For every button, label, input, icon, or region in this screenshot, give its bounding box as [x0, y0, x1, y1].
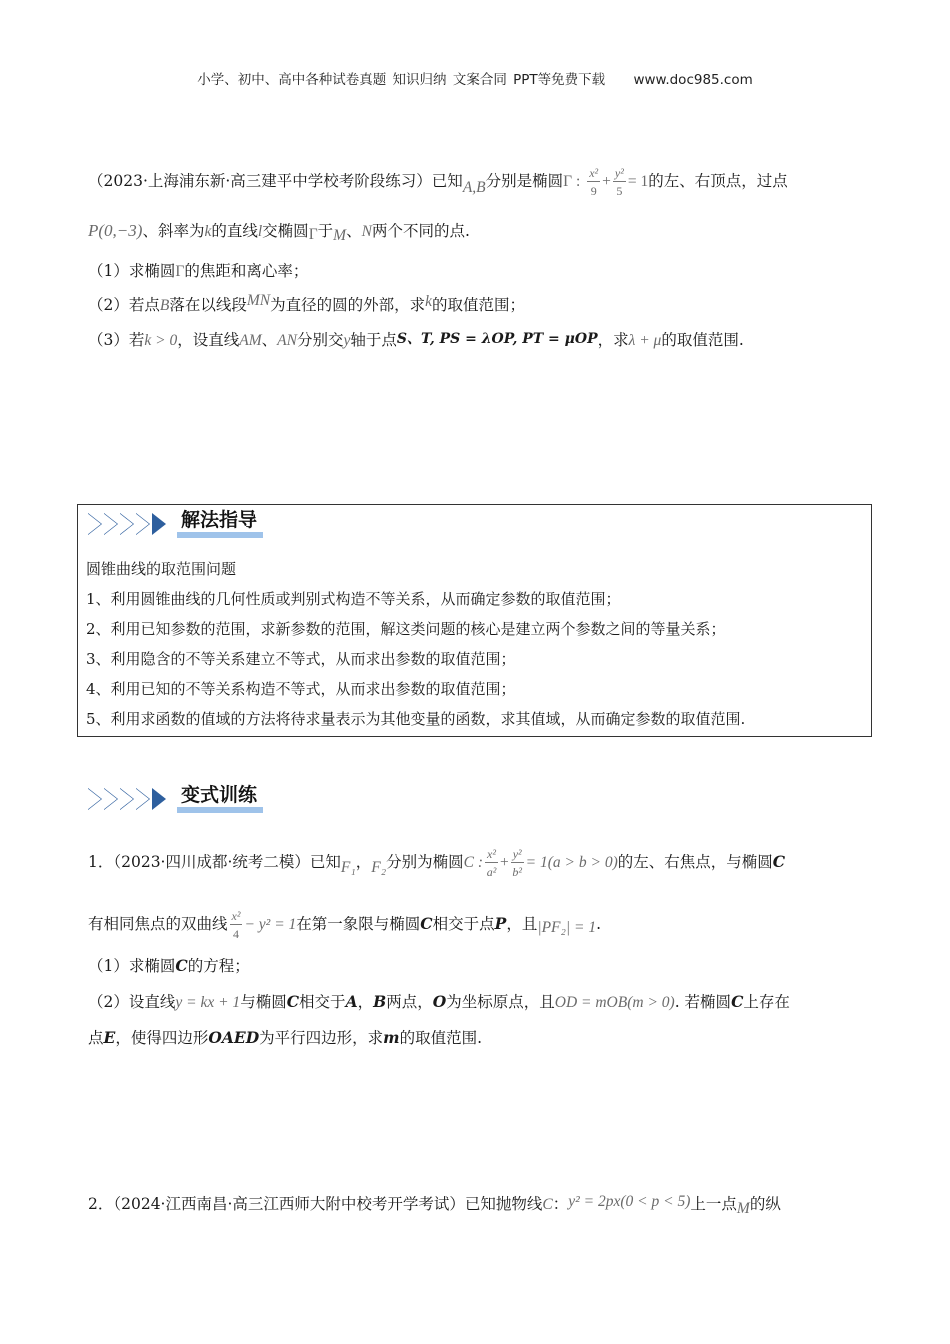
math-plus: +: [602, 173, 611, 190]
text: 为坐标原点，且: [446, 993, 555, 1011]
text: 的取值范围.: [661, 331, 744, 349]
guide-title: 解法指导: [177, 510, 263, 538]
text: 分别为椭圆: [386, 853, 464, 871]
text: 为直径的圆的外部，求: [270, 296, 426, 314]
frac-num: y²: [614, 166, 624, 180]
text: ，使得四边形: [115, 1029, 209, 1047]
math-c-bold: C: [286, 992, 300, 1011]
math-c-bold: C: [420, 914, 433, 933]
frac-den: 4: [232, 927, 239, 941]
math-oaed-bold: OAED: [208, 1028, 260, 1047]
math-k: k: [204, 223, 212, 240]
text: 点: [88, 1029, 104, 1047]
text: 、: [261, 331, 278, 349]
practice-1-question-1: [88, 954, 862, 978]
math-k: k: [425, 293, 433, 310]
text: .: [596, 915, 602, 933]
question-2: [88, 293, 862, 318]
text: 的左、右顶点，过点: [648, 172, 788, 190]
math-f2: F₂: [371, 859, 387, 876]
text: 有相同焦点的双曲线: [88, 915, 228, 933]
math-c-bold: C: [731, 992, 744, 1011]
fraction-y2-b2: [511, 848, 524, 878]
math-c-bold: C: [772, 852, 786, 871]
math-e-bold: E: [103, 1028, 116, 1047]
text: 落在以线段: [169, 296, 247, 314]
math-od: OD = mOB(m > 0): [554, 994, 675, 1011]
text: 交椭圆: [262, 222, 309, 240]
math-parabola: y² = 2px(0 < p < 5): [568, 1193, 691, 1210]
practice-1-question-2: [88, 990, 862, 1015]
math-hyperbola: − y² = 1: [244, 916, 297, 933]
text: 的取值范围；: [432, 296, 526, 314]
practice-banner: [88, 782, 263, 816]
problem-line-2: [88, 219, 862, 244]
math-o-bold: O: [432, 992, 447, 1011]
math-m: M: [736, 1200, 750, 1217]
math-line: y = kx + 1: [175, 994, 241, 1011]
text: 轴于点: [350, 331, 397, 349]
text: 的纵: [749, 1195, 781, 1213]
text: （2）设直线: [88, 993, 176, 1011]
math-mn: MN: [246, 292, 271, 309]
frac-num: x²: [231, 909, 241, 923]
text: 分别是椭圆: [485, 172, 564, 190]
math-vectors: S、T, PS = λOP, PT = μOP: [396, 331, 598, 347]
text: 的左、右焦点，与椭圆: [617, 853, 773, 871]
text: 的直线: [211, 222, 258, 240]
math-ab: A,B: [462, 179, 486, 196]
text: 的取值范围.: [399, 1029, 483, 1047]
text: （1）求椭圆: [88, 262, 176, 280]
math-point-p: P(0,−3): [88, 221, 143, 240]
practice-1-question-2-cont: [88, 1026, 862, 1050]
math-l: l: [257, 223, 263, 240]
practice-2-line-1: [88, 1192, 862, 1217]
text: （3）若: [88, 331, 145, 349]
math-eq: = 1: [627, 173, 649, 190]
text: ，求: [597, 331, 629, 349]
fraction-x2-9: [587, 167, 600, 197]
header-url[interactable]: www.doc985.com: [633, 72, 753, 88]
page-header: [0, 68, 950, 88]
math-gamma: Γ: [308, 226, 318, 243]
math-c-bold: C: [175, 956, 188, 975]
text: 相交于: [299, 993, 346, 1011]
math-m: M: [333, 227, 347, 244]
chevrons-icon: [88, 788, 163, 810]
math-condition: = 1(a > b > 0): [525, 854, 618, 871]
frac-num: x²: [487, 847, 496, 861]
practice-1-line-1: [88, 848, 862, 878]
text: ，且: [506, 915, 538, 933]
text: ，: [355, 853, 372, 871]
problem-source: （2023·上海浦东新·高三建平中学校考阶段练习）已知: [88, 172, 463, 190]
text: （2）若点: [88, 296, 160, 314]
chevrons-icon: [88, 513, 163, 535]
guide-banner: [88, 507, 263, 541]
text: 的方程；: [187, 957, 250, 975]
text: ，: [357, 993, 374, 1011]
text: 上存在: [743, 993, 790, 1011]
math-b-bold: B: [373, 992, 387, 1011]
frac-den: 5: [616, 184, 623, 198]
question-1: [88, 259, 862, 284]
text: 2．（2024·江西南昌·高三江西师大附中校考开学考试）已知抛物线: [88, 1195, 543, 1213]
fraction-y2-5: [613, 167, 626, 197]
math-a-bold: A: [345, 992, 358, 1011]
guide-line: 圆锥曲线的取范围问题: [86, 560, 237, 578]
text: 、: [346, 222, 362, 240]
practice-title: 变式训练: [177, 785, 263, 813]
math-c: C :: [463, 854, 484, 871]
text: . 若椭圆: [674, 993, 732, 1011]
math-f1: F₁: [340, 859, 356, 876]
guide-line: 1、利用圆锥曲线的几何性质或判别式构造不等关系，从而确定参数的取值范围；: [86, 590, 621, 608]
question-3: [88, 328, 862, 353]
practice-1-line-2: [88, 910, 862, 940]
math-m-bold: m: [383, 1028, 400, 1047]
math-an: AN: [277, 332, 297, 349]
solution-guide-box: [77, 504, 872, 737]
text: 1．（2023·四川成都·统考二模）已知: [88, 853, 341, 871]
frac-den: a²: [486, 865, 497, 879]
text: 相交于点: [432, 915, 495, 933]
math-b: B: [159, 297, 170, 314]
math-gamma: Γ: [175, 263, 185, 280]
math-plus: +: [499, 854, 509, 871]
math-y: y: [343, 332, 351, 349]
text: ，设直线: [177, 331, 240, 349]
problem-line-1: [88, 167, 862, 197]
frac-num: y²: [512, 847, 522, 861]
guide-line: 5、利用求函数的值域的方法将待求量表示为其他变量的函数，求其值域，从而确定参数的取值范围.: [86, 710, 746, 728]
text: 两个不同的点.: [371, 222, 470, 240]
guide-line: 2、利用已知参数的范围，求新参数的范围，解这类问题的核心是建立两个参数之间的等量关系；: [86, 620, 726, 638]
header-text: 小学、初中、高中各种试卷真题 知识归纳 文案合同 PPT等免费下载: [197, 72, 606, 88]
frac-den: 9: [590, 184, 597, 198]
guide-line: 3、利用隐含的不等关系建立不等式，从而求出参数的取值范围；: [86, 650, 516, 668]
text: 在第一象限与椭圆: [296, 915, 421, 933]
fraction-x2-a2: [485, 848, 498, 878]
guide-line: 4、利用已知的不等关系构造不等式，从而求出参数的取值范围；: [86, 680, 516, 698]
frac-num: x²: [589, 166, 599, 180]
math-am: AM: [239, 332, 262, 349]
text: ：: [552, 1195, 569, 1213]
fraction-x2-4: [230, 910, 243, 940]
math-pf2: |PF₂| = 1: [537, 919, 597, 936]
math-gamma: Γ :: [563, 173, 581, 190]
text: （1）求椭圆: [88, 957, 176, 975]
text: 与椭圆: [240, 993, 287, 1011]
text: 、斜率为: [142, 222, 205, 240]
text: 的焦距和离心率；: [184, 262, 309, 280]
math-n: N: [361, 223, 372, 240]
math-p-bold: P: [494, 914, 507, 933]
frac-den: b²: [512, 865, 522, 879]
math-c: C: [542, 1196, 553, 1213]
text: 于: [317, 222, 334, 240]
text: 两点，: [386, 993, 433, 1011]
text: 分别交: [296, 331, 344, 349]
text: 上一点: [690, 1195, 737, 1213]
math-lambda-mu: λ + μ: [628, 332, 662, 349]
text: 为平行四边形，求: [259, 1029, 384, 1047]
math-k-positive: k > 0: [144, 332, 178, 349]
